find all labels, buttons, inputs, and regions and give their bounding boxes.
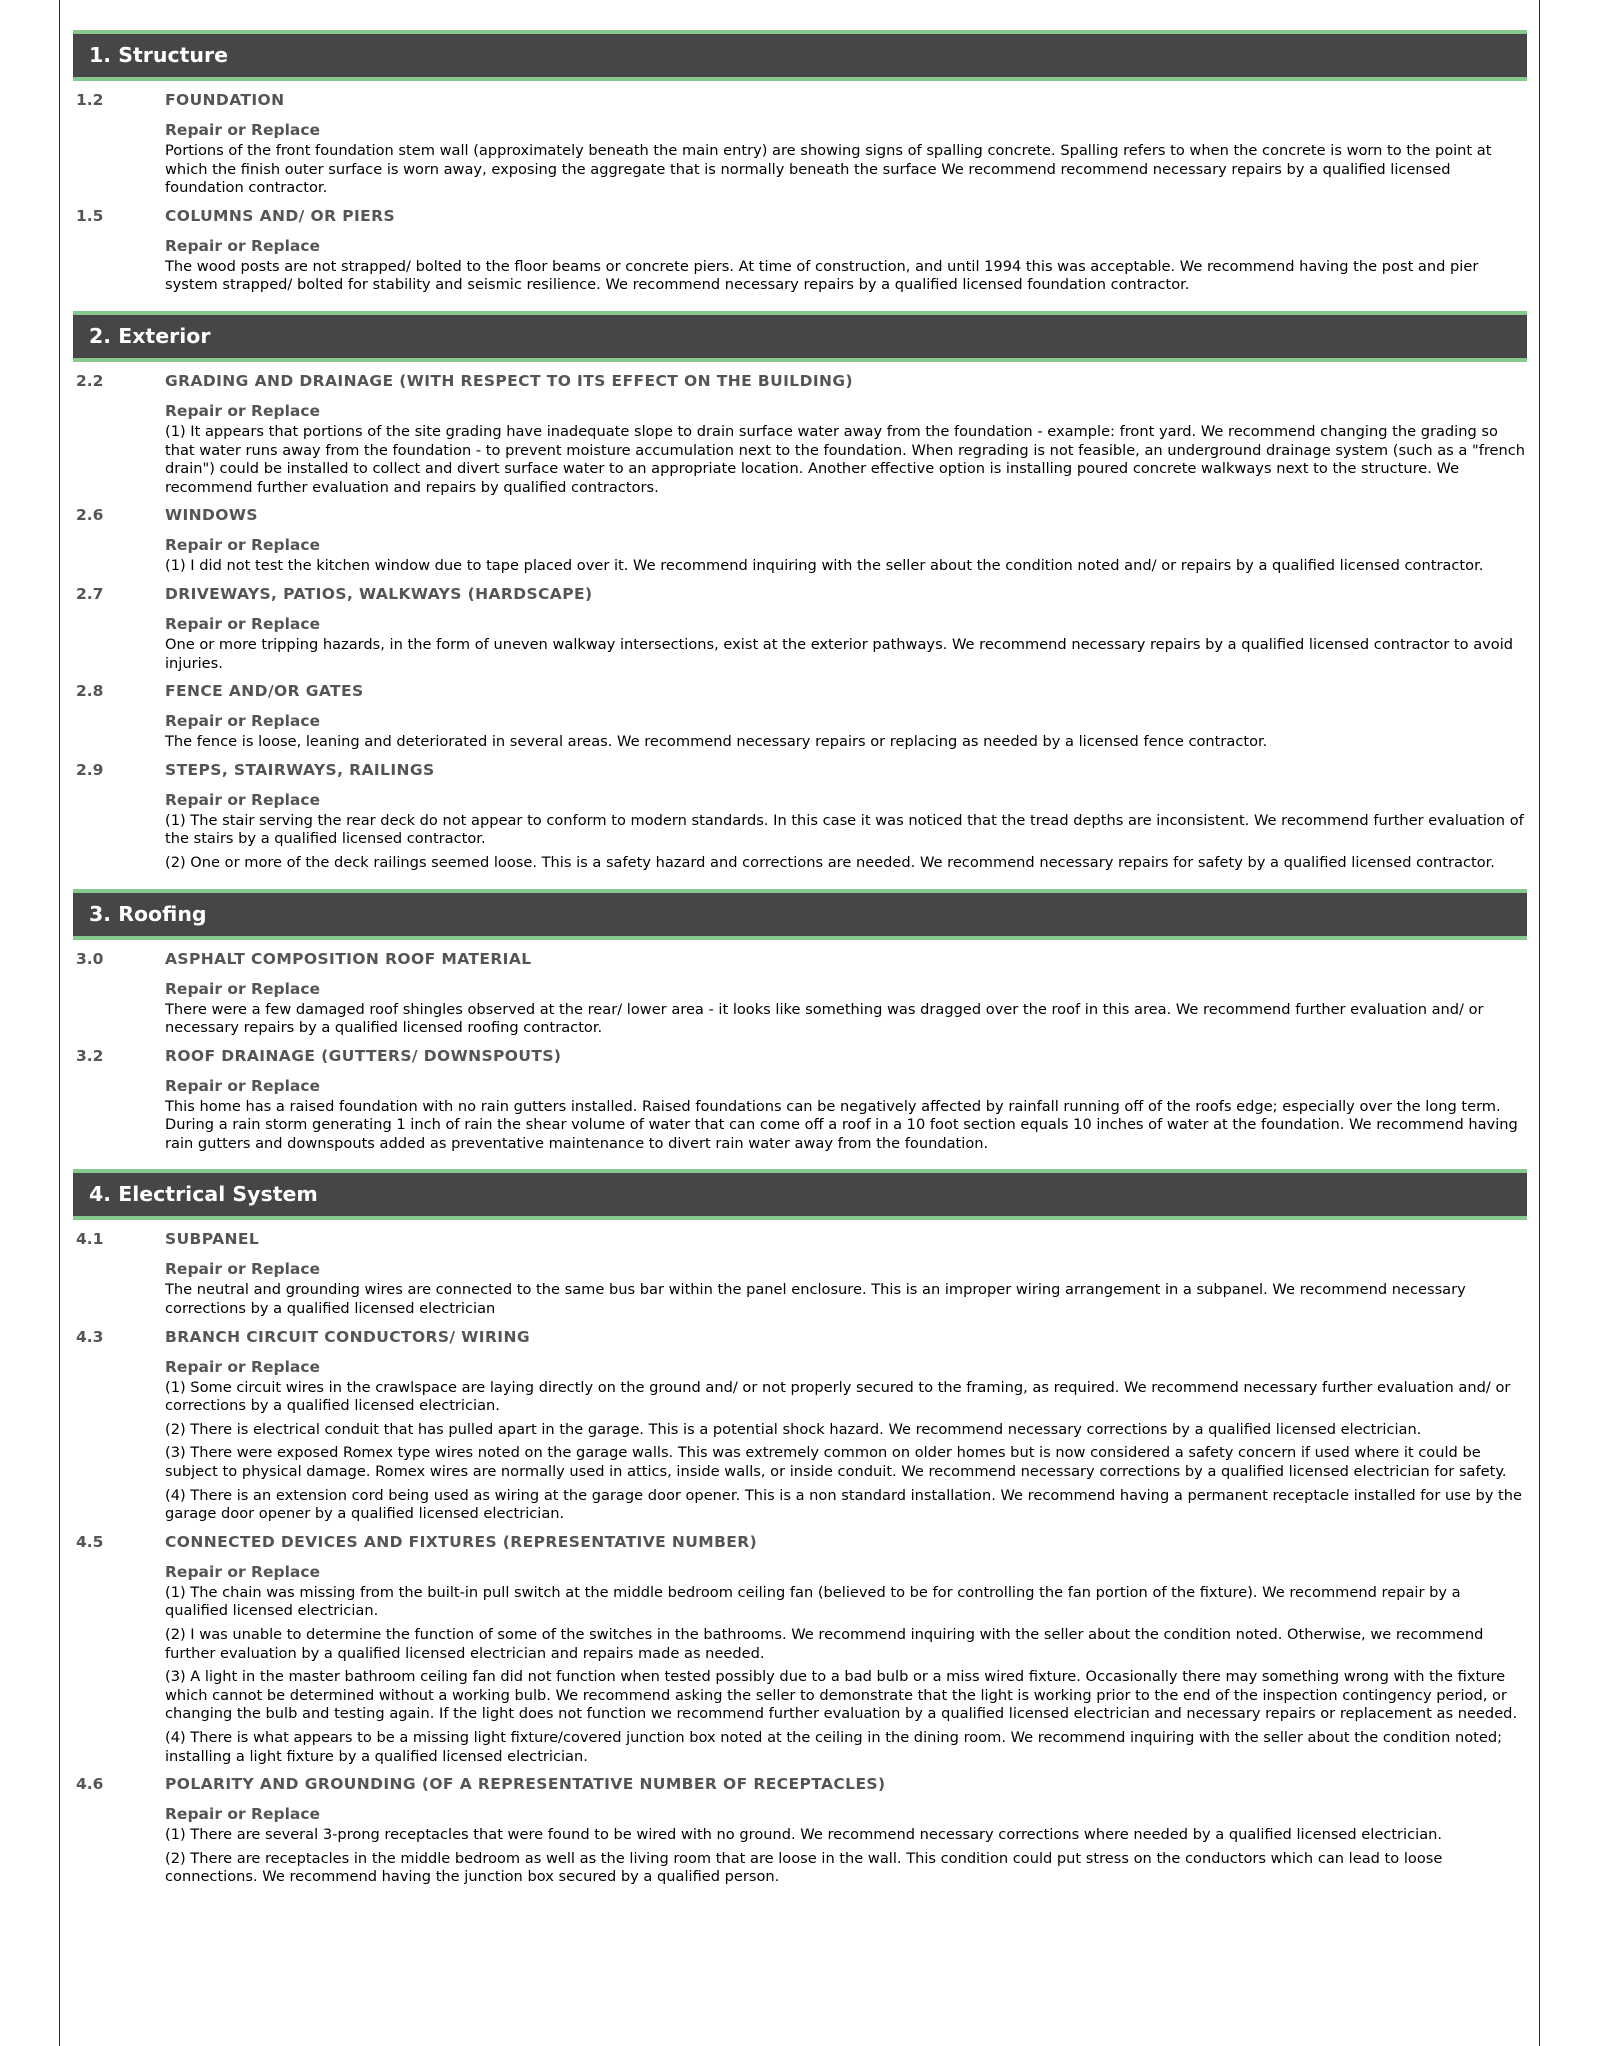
inspection-item xyxy=(73,757,1527,873)
item-title: FENCE AND/OR GATES xyxy=(165,682,364,701)
item-title: COLUMNS AND/ OR PIERS xyxy=(165,206,396,225)
item-number: 2.6 xyxy=(76,506,104,525)
item-comment: (4) There is what appears to be a missing light fixture/covered junction box noted at the ceiling in the dining room. We recommend inquiring with the seller about the condition noted; installing a light fixture by a qualified licensed electrician. xyxy=(165,1728,1503,1765)
item-comment: (3) A light in the master bathroom ceiling fan did not function when tested possibly due to a bad bulb or a miss wired fixture. Occasionally there may something wrong with the fixture which cannot be determined without a working bulb. We recommend asking the seller to demonstrate that the light is working prior to the end of the inspection contingency period, or changing the bulb and testing again. If the light does not function we recommend further evaluation by a qualified licensed electrician and necessary repairs or replacement as needed. xyxy=(165,1668,1518,1723)
report-content xyxy=(73,30,1527,1903)
item-number: 3.0 xyxy=(76,949,104,968)
item-status: Repair or Replace xyxy=(165,790,321,809)
item-title: POLARITY AND GROUNDING (OF A REPRESENTATIVE NUMBER OF RECEPTACLES) xyxy=(165,1775,886,1794)
report-section xyxy=(73,30,1527,295)
item-title: DRIVEWAYS, PATIOS, WALKWAYS (HARDSCAPE) xyxy=(165,584,593,603)
inspection-item xyxy=(73,581,1527,673)
item-number: 2.9 xyxy=(76,760,104,779)
item-comment: The wood posts are not strapped/ bolted to the floor beams or concrete piers. At time of construction, and until 1994 this was acceptable. We recommend having the post and pier system strapped/ bolted for stability and seismic resilience. We recommend necessary repairs by a qualified licensed foundation contractor. xyxy=(165,257,1479,294)
item-comment: (2) There is electrical conduit that has pulled apart in the garage. This is a potential shock hazard. We recommend necessary corrections by a qualified licensed electrician. xyxy=(165,1420,1422,1438)
section-header: 1. Structure xyxy=(73,30,1527,81)
item-comment: The fence is loose, leaning and deteriorated in several areas. We recommend necessary repairs or replacing as needed by a licensed fence contractor. xyxy=(165,733,1268,751)
item-number: 4.6 xyxy=(76,1775,104,1794)
item-title: WINDOWS xyxy=(165,506,258,525)
item-comment: (1) There are several 3-prong receptacles that were found to be wired with no ground. We recommend necessary corrections where needed by a qualified licensed electrician. xyxy=(165,1826,1443,1844)
item-comment: This home has a raised foundation with no rain gutters installed. Raised foundations can be negatively affected by rainfall running off of the roofs edge; especially over the long term. During a rain storm generating 1 inch of rain the shear volume of water that can come off a roof in a 10 foot section equals 10 inches of water at the foundation. We recommend having rain gutters and downspouts added as preventative maintenance to divert rain water away from the foundation. xyxy=(165,1097,1518,1152)
item-status: Repair or Replace xyxy=(165,979,321,998)
item-comment: (4) There is an extension cord being used as wiring at the garage door opener. This is a non standard installation. We recommend having a permanent receptacle installed for use by the garage door opener by a qualified licensed electrician. xyxy=(165,1486,1522,1523)
item-comment: (1) I did not test the kitchen window due to tape placed over it. We recommend inquiring with the seller about the condition noted and/ or repairs by a qualified licensed contractor. xyxy=(165,557,1484,575)
item-title: CONNECTED DEVICES AND FIXTURES (REPRESENTATIVE NUMBER) xyxy=(165,1532,758,1551)
item-comment: One or more tripping hazards, in the form of uneven walkway intersections, exist at the exterior pathways. We recommend necessary repairs by a qualified licensed contractor to avoid injuries. xyxy=(165,635,1514,672)
item-title: STEPS, STAIRWAYS, RAILINGS xyxy=(165,760,435,779)
item-number: 2.7 xyxy=(76,584,104,603)
item-comment: (3) There were exposed Romex type wires noted on the garage walls. This was extremely common on older homes but is now considered a safety concern if used where it could be subject to physical damage. Romex wires are normally used in attics, inside walls, or inside conduit. We recommend necessary corrections by a qualified licensed electrician for safety. xyxy=(165,1444,1507,1481)
item-comment: (1) The chain was missing from the built-in pull switch at the middle bedroom ceiling fan (believed to be for controlling the fan portion of the fixture). We recommend repair by a qualified licensed electrician. xyxy=(165,1583,1461,1620)
item-title: ASPHALT COMPOSITION ROOF MATERIAL xyxy=(165,949,532,968)
item-status: Repair or Replace xyxy=(165,712,321,731)
item-number: 4.3 xyxy=(76,1327,104,1346)
item-comment: The neutral and grounding wires are connected to the same bus bar within the panel enclosure. This is an improper wiring arrangement in a subpanel. We recommend necessary corrections by a qualified licensed electrician xyxy=(165,1281,1466,1318)
item-status: Repair or Replace xyxy=(165,1076,321,1095)
item-title: ROOF DRAINAGE (GUTTERS/ DOWNSPOUTS) xyxy=(165,1046,562,1065)
item-title: FOUNDATION xyxy=(165,91,285,109)
inspection-item xyxy=(73,1771,1527,1887)
item-comment: (1) Some circuit wires in the crawlspace are laying directly on the ground and/ or not properly secured to the framing, as required. We recommend necessary further evaluation and/ or corrections by a qualified licensed electrician. xyxy=(165,1378,1511,1415)
item-comment: Portions of the front foundation stem wall (approximately beneath the main entry) are showing signs of spalling concrete. Spalling refers to when the concrete is worn to the point at which the finish outer surface is worn away, exposing the aggregate that is normally beneath the surface We recommend recommend necessary repairs by a qualified licensed foundation contractor. xyxy=(165,142,1492,197)
item-title: SUBPANEL xyxy=(165,1230,260,1249)
item-number: 1.2 xyxy=(76,91,104,109)
inspection-item xyxy=(73,1529,1527,1766)
item-status: Repair or Replace xyxy=(165,401,321,420)
item-title: GRADING AND DRAINAGE (WITH RESPECT TO ITS EFFECT ON THE BUILDING) xyxy=(165,371,853,390)
inspection-item xyxy=(73,678,1527,752)
item-comment: (1) It appears that portions of the site grading have inadequate slope to drain surface water away from the foundation - example: front yard. We recommend changing the grading so that water runs away from the foundation - to prevent moisture accumulation next to the foundation. When regrading is not feasible, an underground drainage system (such as a "french drain") could be installed to collect and divert surface water to an appropriate location. Another effective option is installing poured concrete walkways next to the structure. We recommend further evaluation and repairs by qualified contractors. xyxy=(165,422,1526,496)
item-status: Repair or Replace xyxy=(165,121,321,139)
item-number: 3.2 xyxy=(76,1046,104,1065)
inspection-item xyxy=(73,368,1527,497)
item-status: Repair or Replace xyxy=(165,1805,321,1824)
item-status: Repair or Replace xyxy=(165,236,321,255)
inspection-item xyxy=(73,502,1527,576)
item-comment: (2) One or more of the deck railings seemed loose. This is a safety hazard and corrections are needed. We recommend necessary repairs for safety by a qualified licensed contractor. xyxy=(165,853,1495,871)
item-number: 1.5 xyxy=(76,206,104,225)
report-section xyxy=(73,889,1527,1154)
inspection-item xyxy=(73,946,1527,1038)
item-comment: (2) There are receptacles in the middle bedroom as well as the living room that are loose in the wall. This condition could put stress on the conductors which can lead to loose connections. We recommend having the junction box secured by a qualified person. xyxy=(165,1849,1443,1886)
section-header: 4. Electrical System xyxy=(73,1169,1527,1220)
item-comment: (2) I was unable to determine the function of some of the switches in the bathrooms. We recommend inquiring with the seller about the condition noted. Otherwise, we recommend further evaluation by a qualified licensed electrician and repairs made as needed. xyxy=(165,1626,1484,1662)
inspection-item xyxy=(73,203,1527,295)
item-status: Repair or Replace xyxy=(165,1357,321,1376)
section-header: 2. Exterior xyxy=(73,311,1527,362)
section-header: 3. Roofing xyxy=(73,889,1527,940)
item-number: 4.1 xyxy=(76,1230,104,1249)
item-status: Repair or Replace xyxy=(165,1562,321,1581)
inspection-item xyxy=(73,1226,1527,1318)
report-section xyxy=(73,311,1527,873)
inspection-item xyxy=(73,1324,1527,1524)
page-border-left xyxy=(59,0,60,2046)
report-section xyxy=(73,1169,1527,1886)
item-title: BRANCH CIRCUIT CONDUCTORS/ WIRING xyxy=(165,1327,530,1346)
item-comment: (1) The stair serving the rear deck do not appear to conform to modern standards. In this case it was noticed that the tread depths are inconsistent. We recommend further evaluation of the stairs by a qualified licensed contractor. xyxy=(165,811,1524,848)
item-status: Repair or Replace xyxy=(165,536,321,555)
inspection-item xyxy=(73,1043,1527,1154)
item-comment: There were a few damaged roof shingles observed at the rear/ lower area - it looks like something was dragged over the roof in this area. We recommend further evaluation and/ or necessary repairs by a qualified licensed roofing contractor. xyxy=(165,1000,1484,1037)
item-number: 4.5 xyxy=(76,1532,104,1551)
item-status: Repair or Replace xyxy=(165,1260,321,1279)
item-number: 2.2 xyxy=(76,371,104,390)
item-status: Repair or Replace xyxy=(165,614,321,633)
page-border-right xyxy=(1539,0,1540,2046)
inspection-item xyxy=(73,87,1527,198)
item-number: 2.8 xyxy=(76,682,104,701)
